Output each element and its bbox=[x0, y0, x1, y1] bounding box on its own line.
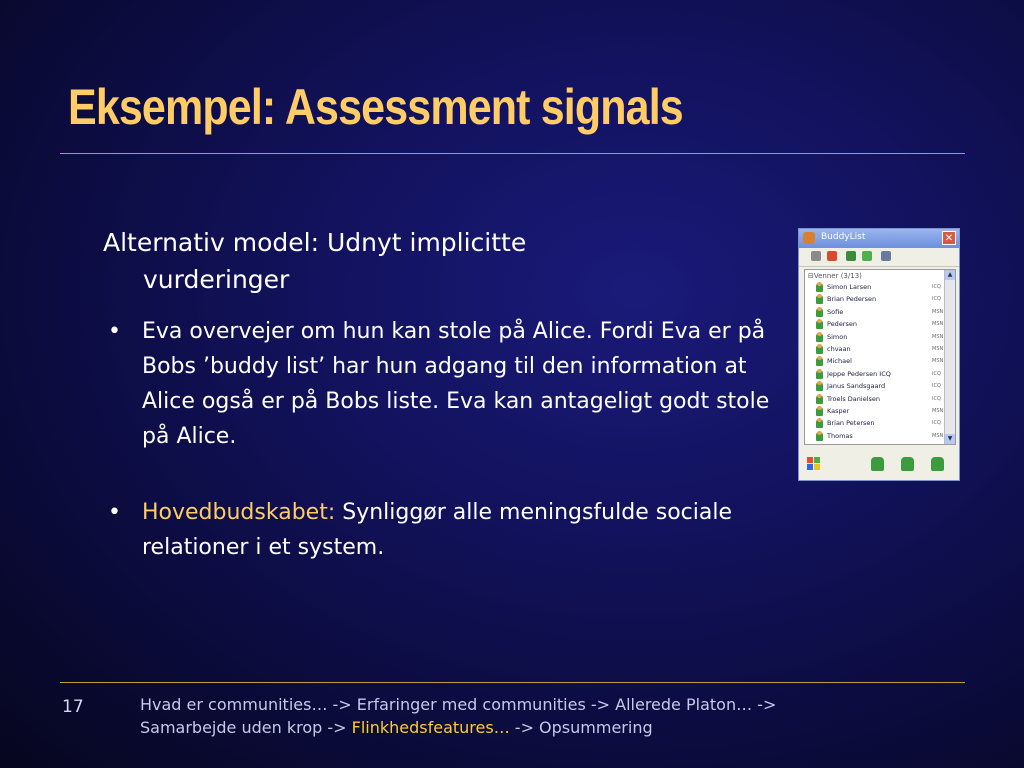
contact-name: Troels Danielsen bbox=[827, 394, 881, 403]
contact-name: Kasper bbox=[827, 406, 850, 415]
heading-line-2: vurderinger bbox=[143, 265, 290, 294]
bullet-marker: • bbox=[108, 319, 121, 344]
contact-name: chvaan bbox=[827, 344, 851, 353]
add-contact-icon bbox=[871, 457, 884, 471]
contact-row[interactable] bbox=[805, 369, 955, 381]
contact-row[interactable] bbox=[805, 418, 955, 430]
footer-rule bbox=[60, 682, 965, 683]
contact-info-icon bbox=[931, 457, 944, 471]
contact-name: Simon bbox=[827, 332, 848, 341]
windows-flag-icon bbox=[807, 457, 821, 470]
person-icon bbox=[816, 283, 823, 292]
heart-icon bbox=[827, 251, 837, 261]
remove-contact-icon bbox=[901, 457, 914, 471]
contact-row[interactable] bbox=[805, 344, 955, 356]
person-icon bbox=[846, 251, 856, 261]
network-label: MSN bbox=[932, 407, 944, 414]
person-icon bbox=[816, 295, 823, 304]
person-icon bbox=[816, 382, 823, 391]
scrollbar bbox=[944, 270, 955, 444]
bullet-marker: • bbox=[108, 500, 121, 525]
buddy-list-screenshot bbox=[798, 228, 960, 481]
contact-name: Brian Pedersen bbox=[827, 295, 877, 304]
person-icon bbox=[816, 419, 823, 428]
bullet-2-rest: Synliggør alle meningsfulde sociale relationer i et system. bbox=[142, 500, 732, 560]
buddy-app-icon bbox=[803, 232, 815, 244]
contact-row[interactable] bbox=[805, 282, 955, 294]
person-icon bbox=[816, 432, 823, 441]
contact-row[interactable] bbox=[805, 319, 955, 331]
network-label: MSN bbox=[932, 358, 944, 365]
contact-row[interactable] bbox=[805, 307, 955, 319]
contact-row[interactable] bbox=[805, 294, 955, 306]
slide-heading bbox=[103, 224, 703, 298]
contact-name: Brian Petersen bbox=[827, 419, 875, 428]
person-icon bbox=[816, 320, 823, 329]
contact-row[interactable] bbox=[805, 394, 955, 406]
buddy-list-title: BuddyList bbox=[821, 232, 866, 242]
bullet-1-text: Eva overvejer om hun kan stole på Alice. Fordi Eva er på Bobs ’buddy list’ har hun adgang til den information at Alice også er på Bobs liste. Eva kan antageligt godt stole på Alice. bbox=[142, 319, 770, 449]
scroll-up-icon: ▲ bbox=[945, 270, 955, 280]
network-label: ICQ bbox=[932, 370, 941, 377]
contact-row[interactable] bbox=[805, 406, 955, 418]
contact-row[interactable] bbox=[805, 356, 955, 368]
person-icon bbox=[816, 333, 823, 342]
footer-navigation bbox=[140, 693, 776, 739]
shield-icon bbox=[811, 251, 821, 261]
buddy-toolbar bbox=[799, 248, 959, 267]
network-label: ICQ bbox=[932, 383, 941, 390]
contact-row[interactable] bbox=[805, 332, 955, 344]
footer-line-2-start: Samarbejde uden krop -> bbox=[140, 718, 352, 737]
buddy-bottom-bar bbox=[799, 448, 959, 480]
contact-name: Janus Sandsgaard bbox=[827, 382, 886, 391]
network-label: ICQ bbox=[932, 296, 941, 303]
buddy-list-titlebar bbox=[799, 229, 959, 248]
network-label: MSN bbox=[932, 333, 944, 340]
contacts-container bbox=[805, 282, 955, 443]
title-rule bbox=[60, 153, 965, 154]
buddy-contact-list bbox=[804, 269, 956, 445]
close-icon: ✕ bbox=[942, 231, 956, 245]
network-label: ICQ bbox=[932, 395, 941, 402]
network-label: MSN bbox=[932, 432, 944, 439]
contact-row[interactable] bbox=[805, 381, 955, 393]
contact-name: Jeppe Pedersen ICQ bbox=[827, 369, 891, 378]
contact-name: Michael bbox=[827, 357, 852, 366]
contact-name: Thomas bbox=[827, 431, 853, 440]
bird-icon bbox=[881, 251, 891, 261]
contact-name: Pedersen bbox=[827, 320, 857, 329]
footer-line-2-end: -> Opsummering bbox=[509, 718, 653, 737]
clover-icon bbox=[862, 251, 872, 261]
slide-title: Eksempel: Assessment signals bbox=[68, 79, 683, 135]
contact-row[interactable] bbox=[805, 431, 955, 443]
network-label: ICQ bbox=[932, 284, 941, 290]
person-icon bbox=[816, 395, 823, 404]
person-icon bbox=[816, 370, 823, 379]
footer-line-2 bbox=[140, 716, 776, 739]
person-icon bbox=[816, 308, 823, 317]
network-label: MSN bbox=[932, 308, 944, 315]
person-icon bbox=[816, 345, 823, 354]
person-icon bbox=[816, 357, 823, 366]
network-label: ICQ bbox=[932, 420, 941, 427]
heading-line-1: Alternativ model: Udnyt implicitte bbox=[103, 228, 527, 257]
person-icon bbox=[816, 407, 823, 416]
bullet-2-text bbox=[142, 495, 782, 565]
slide-number: 17 bbox=[62, 697, 84, 717]
scroll-down-icon: ▼ bbox=[945, 434, 955, 444]
contact-name: Sofie bbox=[827, 307, 844, 316]
group-header: ⊟Venner (3/13) bbox=[808, 272, 862, 280]
network-label: MSN bbox=[932, 345, 944, 352]
network-label: MSN bbox=[932, 321, 944, 328]
bullet-2-highlight: Hovedbudskabet: bbox=[142, 500, 336, 525]
footer-line-1: Hvad er communities… -> Erfaringer med communities -> Allerede Platon… -> bbox=[140, 695, 777, 714]
contact-name: Simon Larsen bbox=[827, 283, 872, 291]
footer-current-section: Flinkhedsfeatures… bbox=[351, 718, 510, 737]
